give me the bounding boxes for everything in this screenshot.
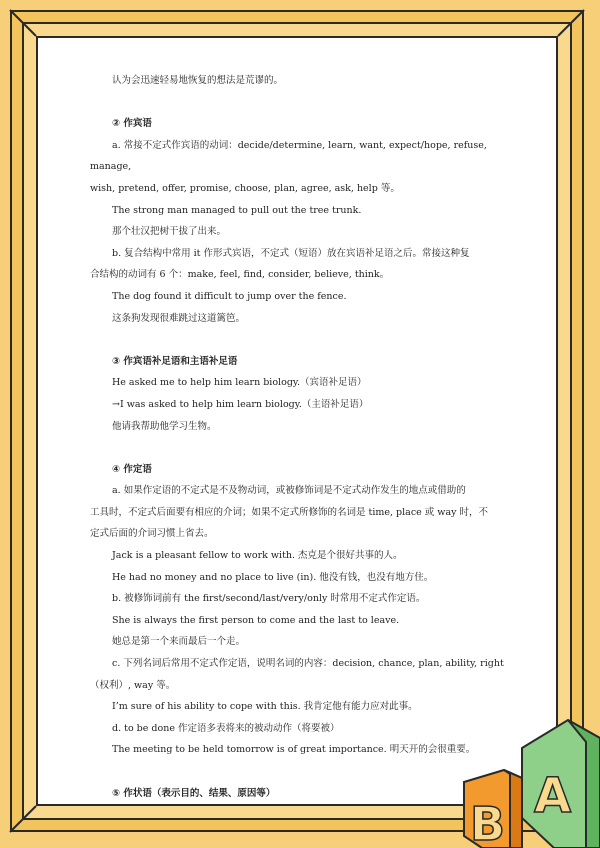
line-25: 她总是第一个来而最后一个走。 — [112, 636, 246, 648]
line-30: The meeting to be held tomorrow is of great importance. 明天开的会很重要。 — [112, 744, 476, 756]
line-28: I’m sure of his ability to cope with this. 我肯定他有能力应对此事。 — [112, 701, 418, 713]
line-24: She is always the first person to come and the last to leave. — [112, 614, 400, 626]
corner-tr — [558, 10, 584, 36]
line-15: 他请我帮助他学习生物。 — [112, 420, 217, 432]
line-22: He had no money and no place to live (in). 他没有钱，也没有地方住。 — [112, 571, 434, 583]
letter-a: A — [534, 768, 572, 824]
line-5: The strong man managed to pull out the tree trunk. — [112, 204, 362, 216]
line-3: a. 常接不定式作宾语的动词：decide/determine, learn, want, expect/hope, refuse, manage, — [90, 139, 487, 173]
heading-as-object: ② 作宾语 — [112, 118, 152, 130]
heading-as-attribute: ④ 作定语 — [112, 463, 152, 475]
line-13: He asked me to help him learn biology.（宾语补足语） — [112, 377, 367, 389]
line-20: 定式后面的介词习惯上省去。 — [90, 528, 214, 540]
letter-blocks-decoration — [460, 708, 600, 848]
line-9: The dog found it difficult to jump over the fence. — [112, 290, 347, 302]
line-10: 这条狗发现很难跳过这道篱笆。 — [112, 312, 246, 324]
heading-as-adverbial: ⑤ 作状语（表示目的、结果、原因等） — [112, 787, 276, 799]
blank-line — [90, 92, 520, 114]
heading-as-complement: ③ 作宾语补足语和主语补足语 — [112, 355, 238, 367]
line-18: a. 如果作定语的不定式是不及物动词，或被修饰词是不定式动作发生的地点或借助的 — [112, 485, 466, 497]
line-26: c. 下列名词后常用不定式作定语，说明名词的内容：decision, chance, plan, ability, right — [112, 658, 504, 670]
line-8: 合结构的动词有 6 个：make, feel, find, consider, believe, think。 — [90, 269, 390, 281]
line-0: 认为会迅速轻易地恢复的想法是荒谬的。 — [112, 75, 284, 86]
line-29: d. to be done 作定语多表将来的被动动作（将要被） — [112, 722, 340, 734]
letter-b: B — [470, 797, 506, 848]
blank-line — [90, 761, 520, 783]
line-27: （权利）, way 等。 — [90, 679, 176, 691]
line-7: b. 复合结构中常用 it 作形式宾语，不定式（短语）放在宾语补足语之后。常接这种复 — [112, 247, 470, 259]
line-14: →I was asked to help him learn biology.（主语补足语） — [112, 398, 369, 410]
line-4: wish, pretend, offer, promise, choose, plan, agree, ask, help 等。 — [90, 182, 400, 194]
document-body — [90, 70, 520, 804]
corner-bl — [10, 806, 36, 832]
line-19: 工具时，不定式后面要有相应的介词；如果不定式所修饰的名词是 time, place 或 way 时，不 — [90, 506, 488, 518]
blank-line — [90, 329, 520, 351]
line-23: b. 被修饰词前有 the first/second/last/very/only 时常用不定式作定语。 — [112, 593, 426, 605]
corner-tl — [10, 10, 36, 36]
line-6: 那个壮汉把树干拔了出来。 — [112, 226, 227, 238]
line-21: Jack is a pleasant fellow to work with. 杰克是个很好共事的人。 — [112, 550, 403, 562]
blank-line — [90, 437, 520, 459]
